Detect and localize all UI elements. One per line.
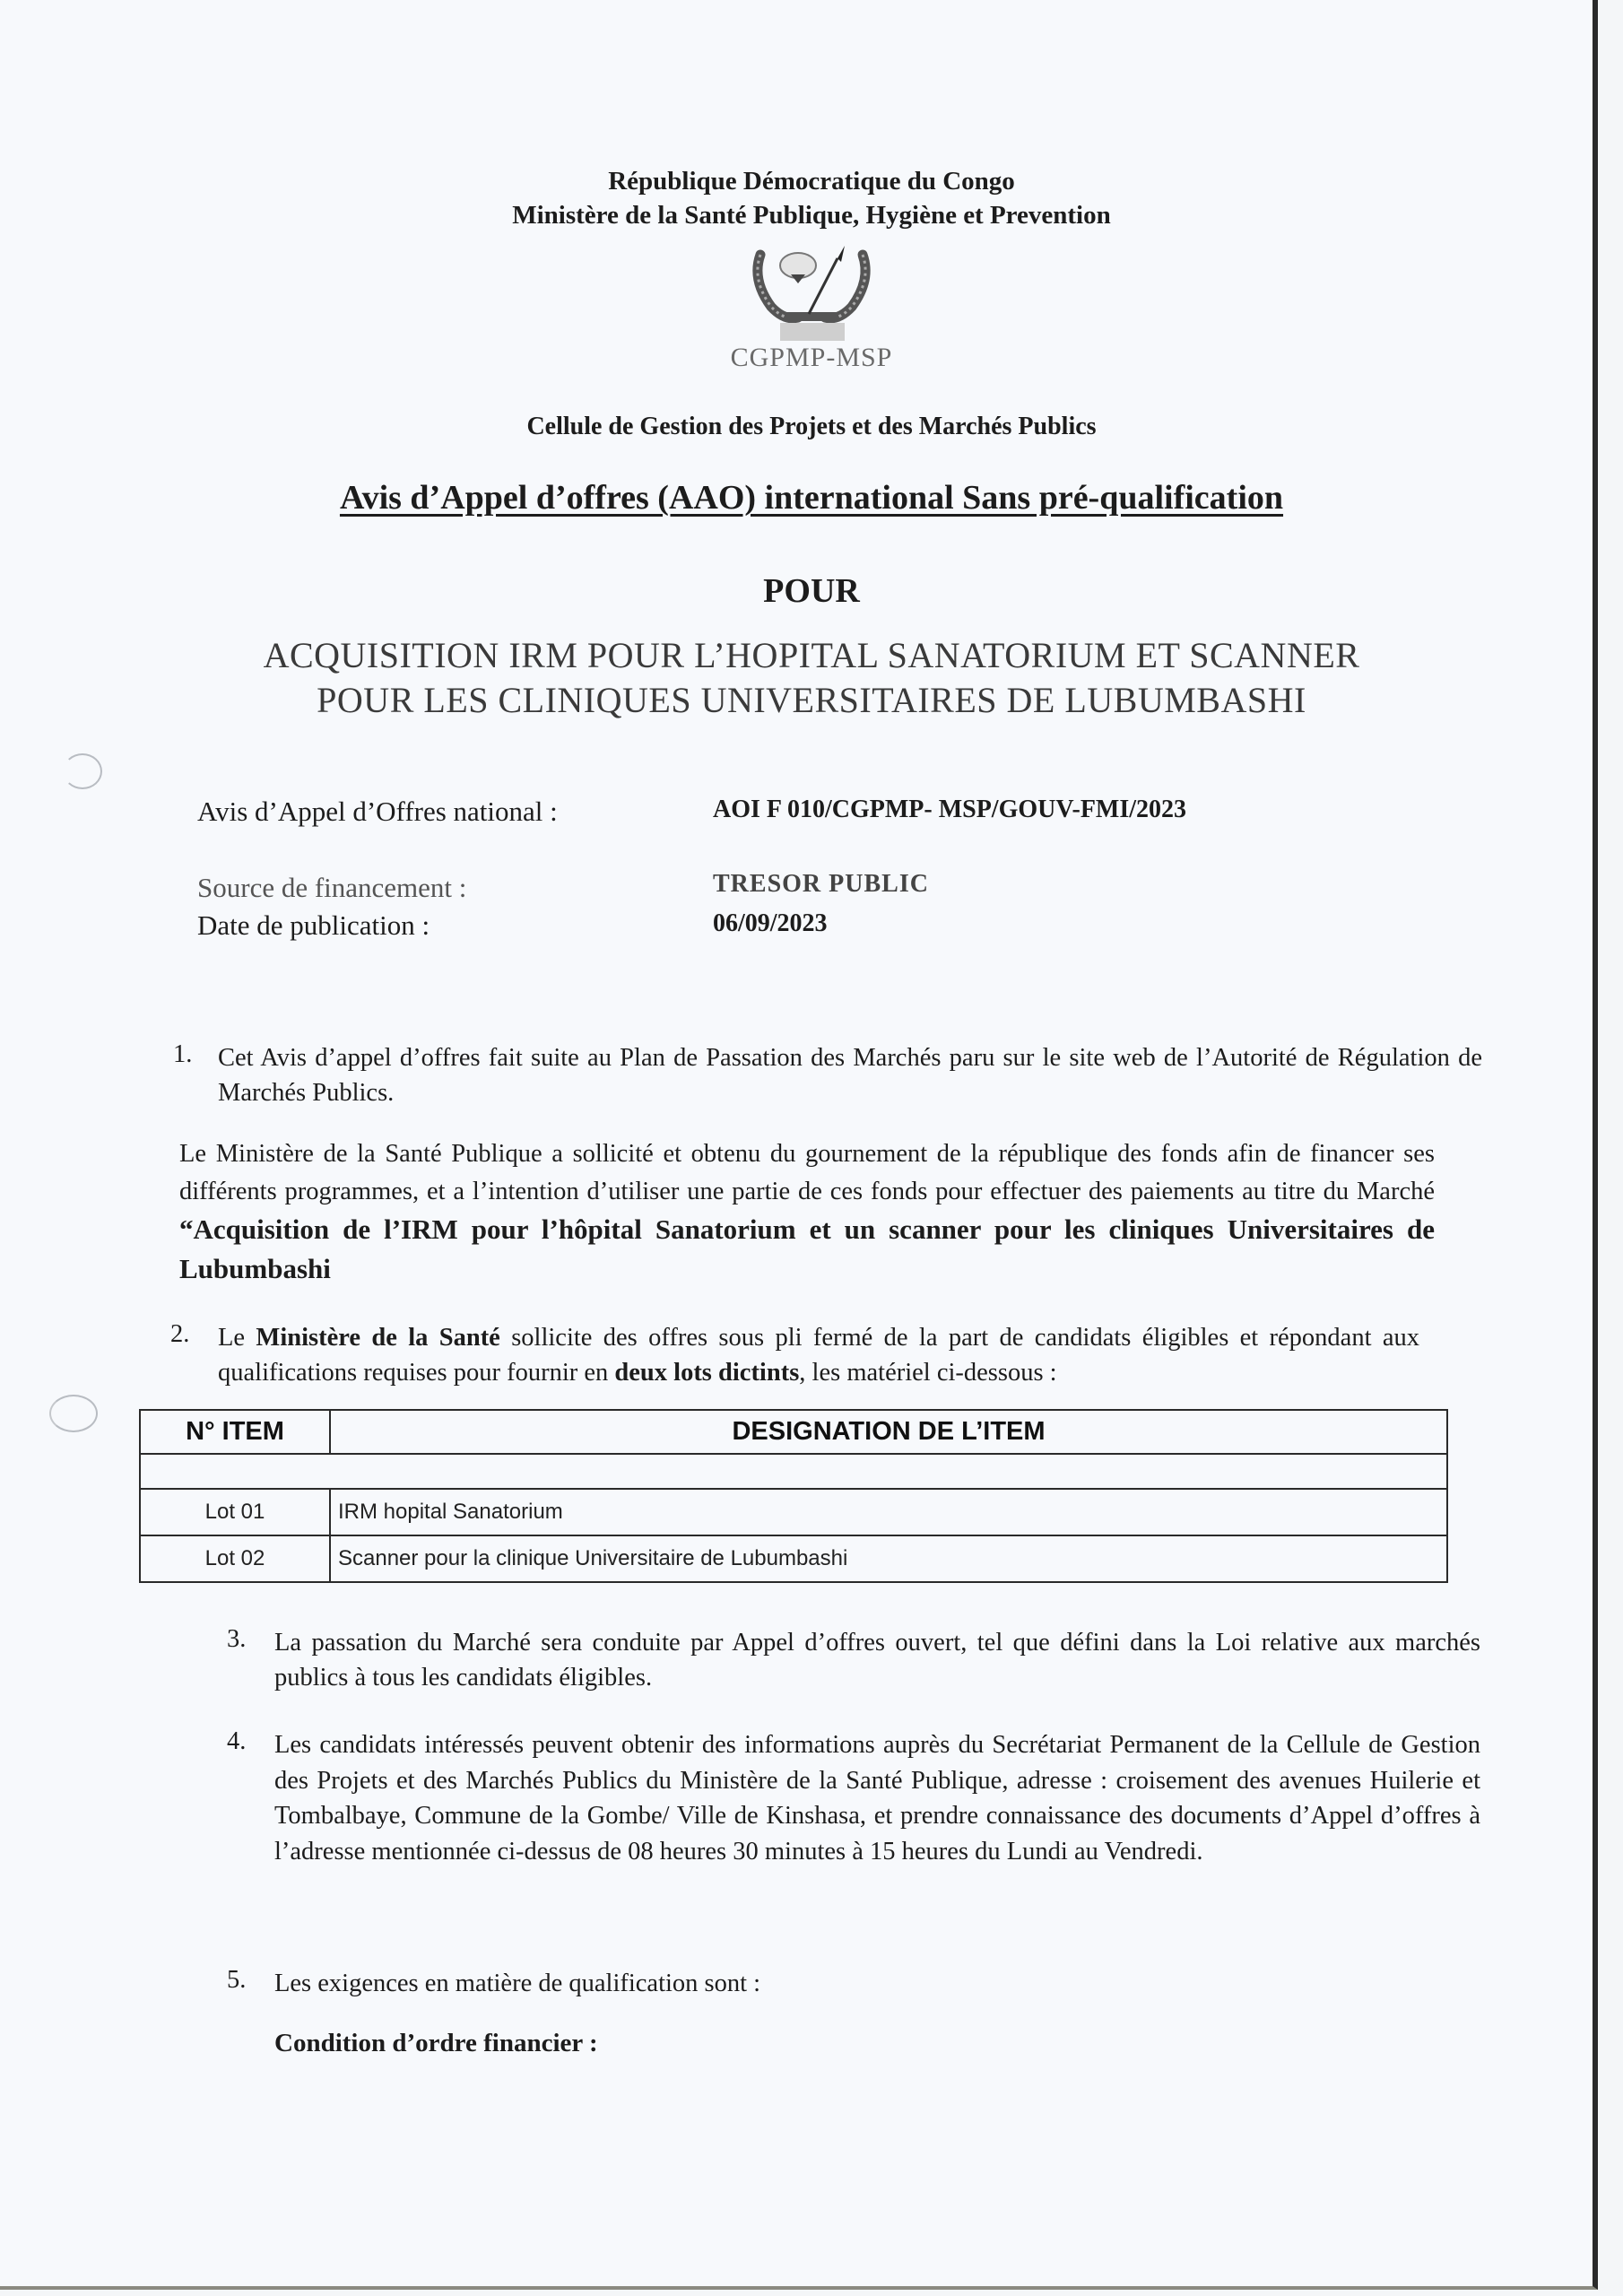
market-name: “Acquisition de l’IRM pour l’hôpital Sanatorium et un scanner pour les cliniques Universitaires de Lubumbashi [179,1213,1435,1284]
subject-line-1: ACQUISITION IRM POUR L’HOPITAL SANATORIUM ET SCANNER [263,635,1360,675]
s2-pre: Le [218,1324,256,1352]
s2-mid: sollicite des offres sous pli fermé de la part de candidats éligibles et répondant aux qualifications requises pour fournir en [218,1324,1420,1387]
meta-value-date: 06/09/2023 [713,909,828,937]
blank-cell [140,1454,1447,1489]
cell-item: Lot 01 [140,1489,330,1535]
section-number: 4. [227,1727,247,1755]
agency-acronym: CGPMP-MSP [730,343,893,372]
ministry-name: Ministère de la Santé Publique, Hygiène et Prevention [512,201,1111,230]
s2-post: , les matériel ci-dessous : [799,1359,1057,1387]
meta-label-date: Date de publication : [197,909,430,941]
header-designation: DESIGNATION DE L’ITEM [330,1410,1447,1454]
section-number: 5. [227,1966,247,1994]
country-name: République Démocratique du Congo [608,167,1015,196]
meta-label-source: Source de financement : [197,872,467,903]
s2-lots: deux lots dictints [614,1359,800,1387]
items-table [139,1409,1448,1583]
s2-ministry: Ministère de la Santé [256,1324,500,1352]
meta-value-reference: AOI F 010/CGPMP- MSP/GOUV-FMI/2023 [713,796,1187,823]
funding-text: Le Ministère de la Santé Publique a sollicité et obtenu du gournement de la république des fonds afin de financer ses différents programmes, et a l’intention d’utiliser une partie de ces fonds pour effectuer des paiements au titre du Marché [179,1140,1435,1205]
punch-hole-mark [63,753,102,789]
tender-title: Avis d’Appel d’offres (AAO) international Sans pré-qualification [339,479,1284,517]
section-2-text [218,1320,1419,1390]
funding-paragraph [179,1135,1435,1290]
section-3-text: La passation du Marché sera conduite par Appel d’offres ouvert, tel que défini dans la Loi relative aux marchés publics à tous les candidats éligibles. [274,1629,1480,1692]
cell-name: Cellule de Gestion des Projets et des Marchés Publics [526,413,1097,440]
section-1-text: Cet Avis d’appel d’offres fait suite au Plan de Passation des Marchés paru sur le site web de l’Autorité de Régulation de Marchés Publics. [218,1044,1482,1107]
cell-designation: IRM hopital Sanatorium [330,1489,1447,1535]
section-5-text: Les exigences en matière de qualification sont : [274,1970,761,1997]
meta-value-source: TRESOR PUBLIC [713,870,929,898]
table-header-row [140,1410,1447,1454]
section-number: 2. [170,1320,190,1348]
table-row [140,1535,1447,1582]
section-number: 1. [173,1040,193,1068]
table-row [140,1489,1447,1535]
tender-subject [0,633,1623,723]
table-blank-row [140,1454,1447,1489]
header-item: N° ITEM [140,1410,330,1454]
cell-item: Lot 02 [140,1535,330,1582]
punch-hole-mark [49,1395,98,1432]
financial-condition-heading: Condition d’ordre financier : [274,2029,598,2057]
cell-designation: Scanner pour la clinique Universitaire de Lubumbashi [330,1535,1447,1582]
meta-label-aao: Avis d’Appel d’Offres national : [197,796,558,827]
drc-coat-of-arms-icon [744,244,879,343]
section-number: 3. [227,1625,247,1653]
pour-label: POUR [763,572,860,610]
subject-line-2: POUR LES CLINIQUES UNIVERSITAIRES DE LUBUMBASHI [317,680,1306,720]
section-4-text: Les candidats intéressés peuvent obtenir des informations auprès du Secrétariat Permanent de la Cellule de Gestion des Projets et des Marchés Publics du Ministère de la Santé Publique, adresse : croisement des avenues Huilerie et Tombalbaye, Commune de la Gombe/ Ville de Kinshasa, et prendre connaissance des documents d’Appel d’offres à l’adresse mentionnée ci-dessus de 08 heures 30 minutes à 15 heures du Lundi au Vendredi. [274,1731,1480,1866]
